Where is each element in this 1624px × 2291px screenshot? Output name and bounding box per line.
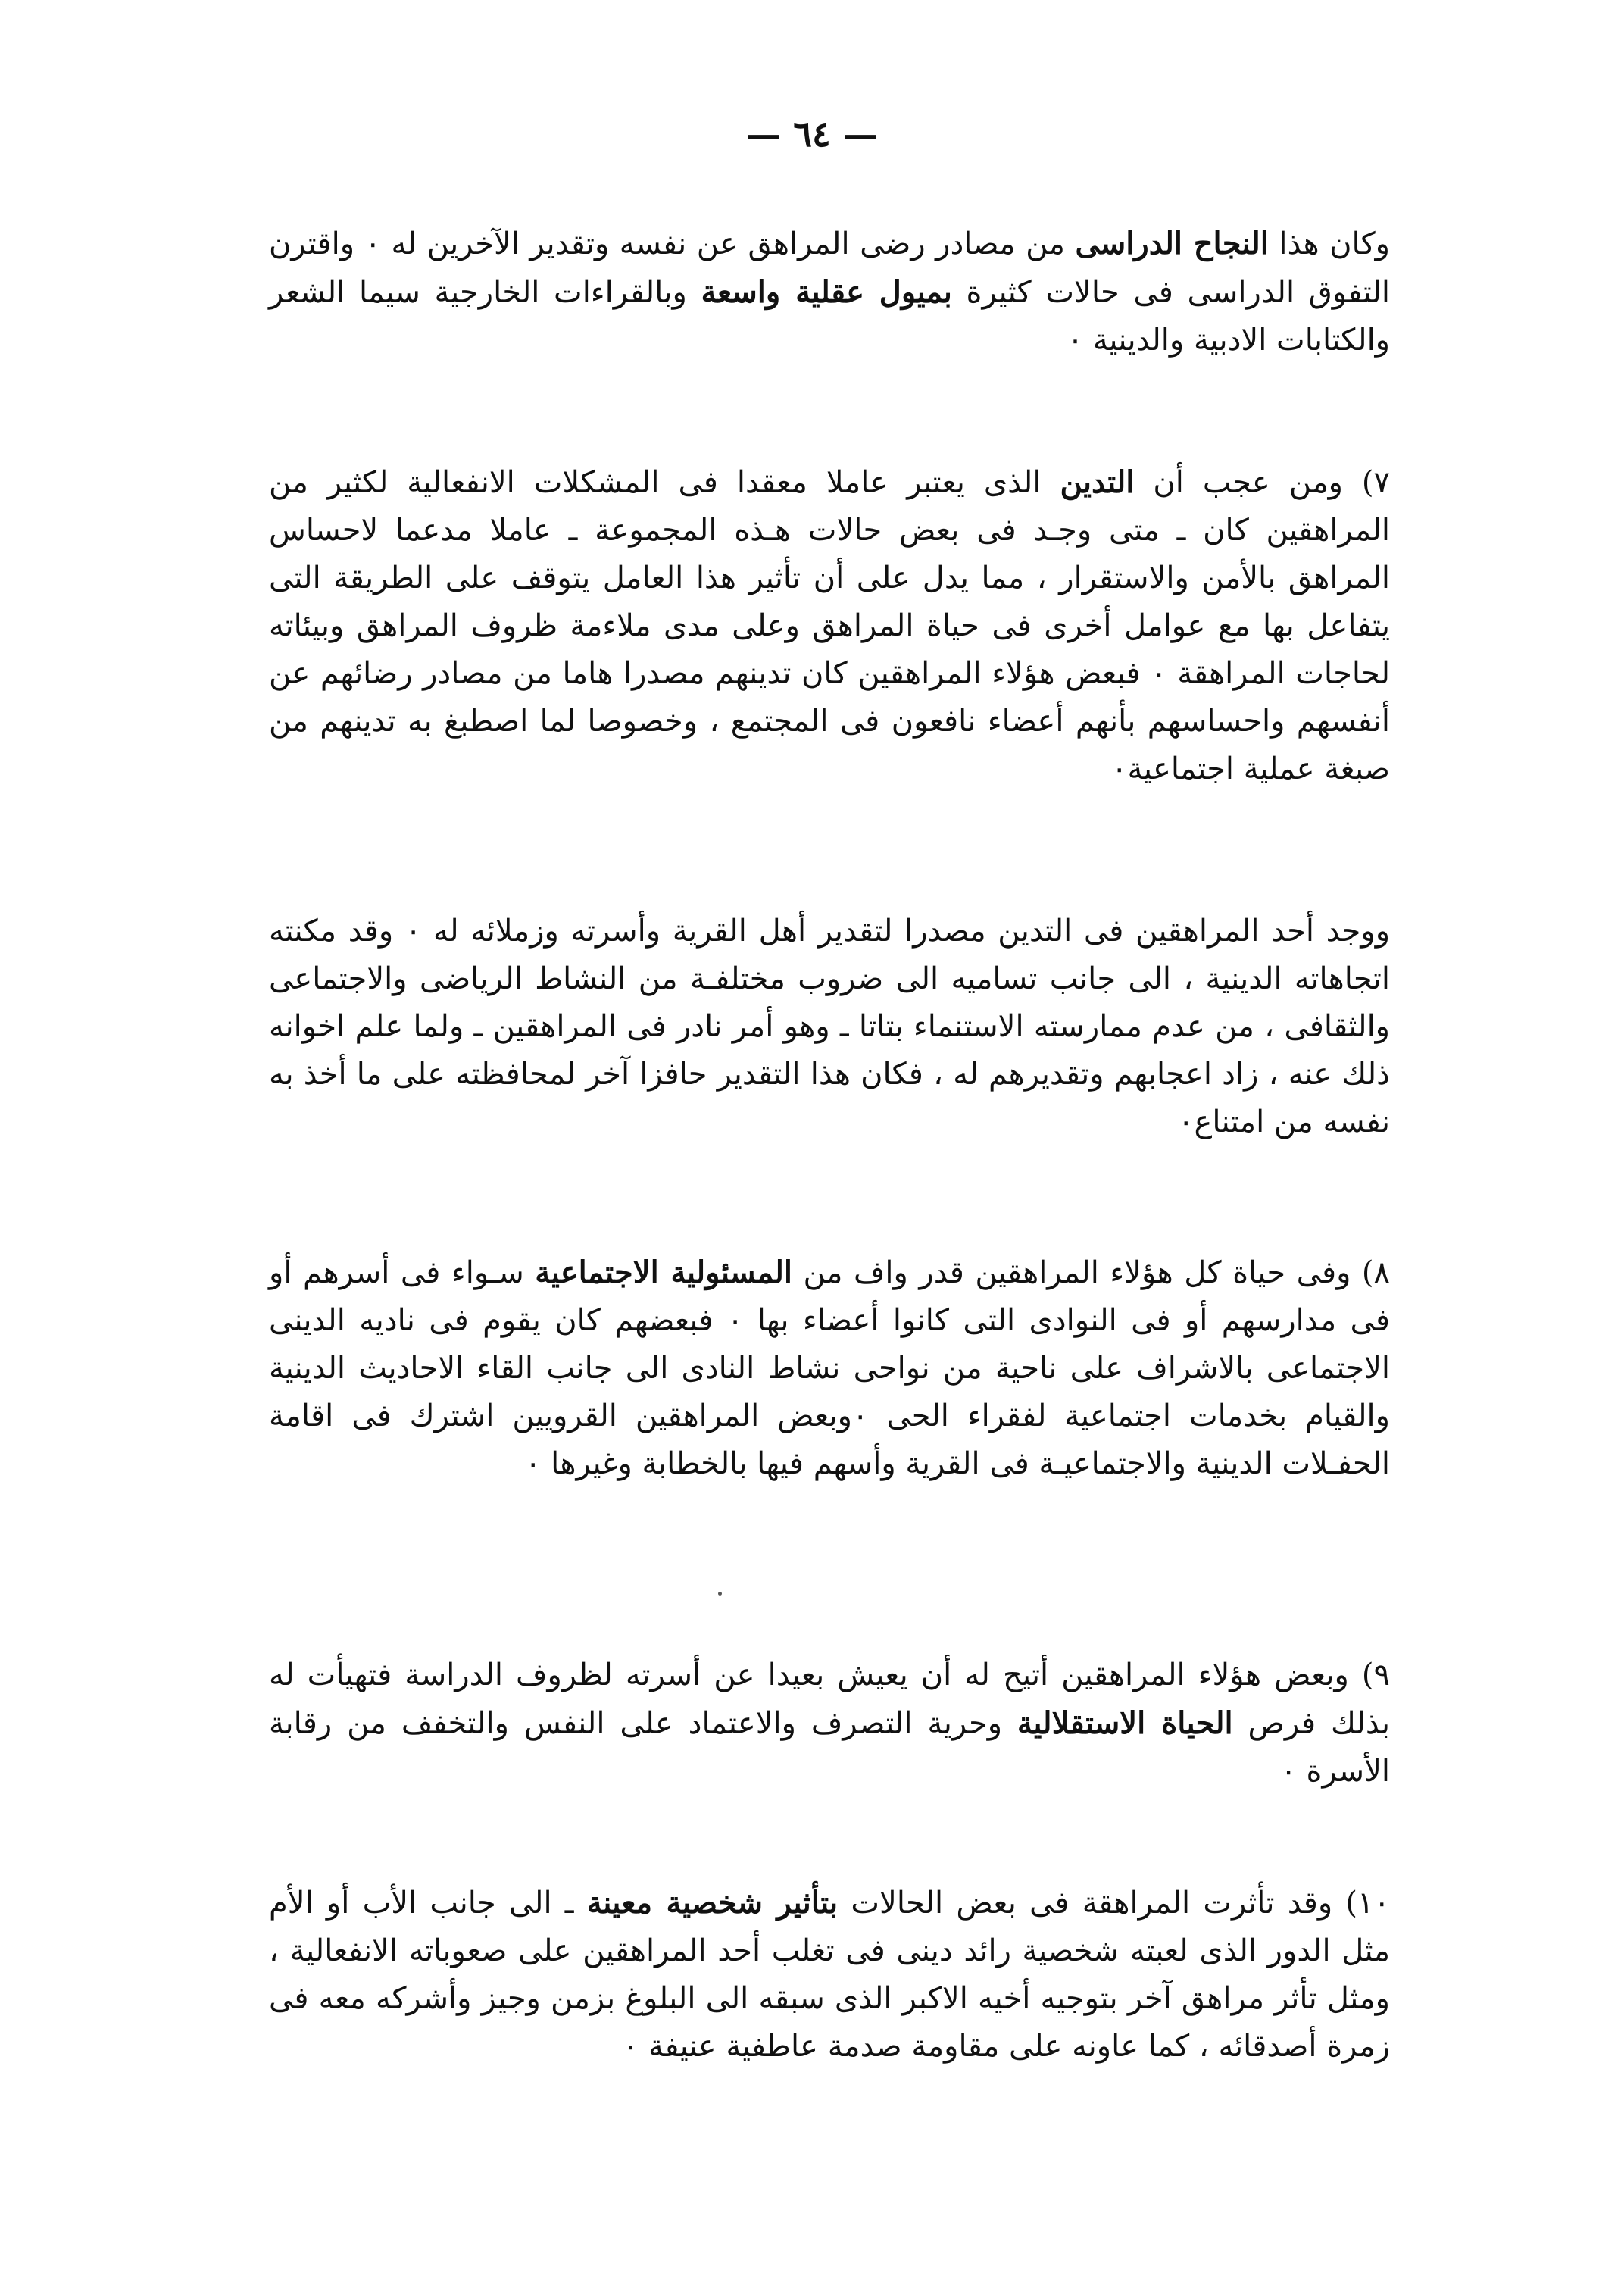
paragraph-7-text: الذى يعتبر عاملا معقدا فى المشكلات الانفعالية لكثير من المراهقين كان ـ متى وجـد فى بعض حالات هـذه المجموعة ـ عاملا مدعما لاحساس المراهق بالأمن والاستقرار ، مما يدل على أن تأثير هذا العامل يتوقف على الطريقة التى يتفاعل بها مع عوامل أخرى فى حياة المراهق وعلى مدى ملاءمة ظروف المراهق وبيئاته لحاجات المراهقة ٠ فبعض هؤلاء المراهقين كان تدينهم مصدرا هاما من مصادر رضائهم عن أنفسهم واحساسهم بأنهم أعضاء نافعون فى المجتمع ، وخصوصا لما اصطبغ به تدينهم من صبغة عملية اجتماعية٠ bbox=[269, 465, 1391, 786]
paragraph-1-text: وكان هذا bbox=[1268, 227, 1391, 261]
paragraph-10-text: ١٠) وقد تأثرت المراهقة فى بعض الحالات bbox=[838, 1886, 1390, 1921]
paragraph-1-bold-term: النجاح الدراسى bbox=[1075, 226, 1269, 261]
paragraph-9-text: ٩) وبعض هؤلاء المراهقين أتيح له أن يعيش بعيدا عن أسرته لظروف الدراسة فتهيأت له بذلك فرص bbox=[269, 1658, 1390, 1741]
paragraph-1-bold-term: بميول عقلية واسعة bbox=[701, 274, 952, 310]
paragraph-1-text: من مصادر رضى المراهق عن نفسه وتقدير الآخرين له ٠ واقترن التفوق الدراسى فى حالات كثيرة bbox=[269, 227, 1391, 310]
paragraph-1 bbox=[269, 220, 1390, 364]
paragraph-10 bbox=[269, 1879, 1390, 2071]
page-number: — ٦٤ — bbox=[746, 114, 878, 155]
paragraph-7-continued bbox=[269, 908, 1390, 1146]
paragraph-9-bold-term: الحياة الاستقلالية bbox=[1017, 1705, 1233, 1741]
paragraph-9-text: وحرية التصرف والاعتماد على النفس والتخفف من رقابة الأسرة ٠ bbox=[269, 1706, 1390, 1789]
paragraph-7-bold-term: التدين bbox=[1060, 464, 1135, 500]
ink-speck bbox=[718, 1592, 722, 1596]
paragraph-8-bold-term: المسئولية الاجتماعية bbox=[535, 1255, 792, 1290]
paragraph-10-text: ـ الى جانب الأب أو الأم مثل الدور الذى لعبته شخصية رائد دينى فى تغلب أحد المراهقين على صعوباته الانفعالية ، ومثل تأثر مراهق آخر بتوجيه أخيه الاكبر الذى سبقه الى البلوغ بزمن وجيز وأشركه معه فى زمرة أصدقائه ، كما عاونه على مقاومة صدمة عاطفية عنيفة ٠ bbox=[269, 1886, 1390, 2064]
paragraph-8 bbox=[269, 1249, 1390, 1488]
paragraph-7-continued-text: ووجد أحد المراهقين فى التدين مصدرا لتقدير أهل القرية وأسرته وزملائه له ٠ وقد مكنته اتجاهاته الدينية ، الى جانب تساميه الى ضروب مختلفـة من النشاط الرياضى والاجتماعى والثقافى ، من عدم ممارسته الاستنماء بتاتا ـ وهو أمر نادر فى المراهقين ـ ولما علم اخوانه ذلك عنه ، زاد اعجابهم وتقديرهم له ، فكان هذا التقدير حافزا آخر لمحافظته على ما أخذ به نفسه من امتناع٠ bbox=[269, 914, 1391, 1139]
paragraph-1-text: وبالقراءات الخارجية سيما الشعر والكتابات الادبية والدينية ٠ bbox=[269, 275, 1390, 358]
paragraph-7-text: ٧) ومن عجب أن bbox=[1134, 465, 1391, 500]
paragraph-8-text: سـواء فى أسرهم أو فى مدارسهم أو فى النوادى التى كانوا أعضاء بها ٠ فبعضهم كان يقوم فى ناديه الدينى الاجتماعى بالاشراف على ناحية من نواحى نشاط النادى الى جانب القاء الاحاديث الدينية والقيام بخدمات اجتماعية لفقراء الحى ٠وبعض المراهقين القرويين اشترك فى اقامة الحفـلات الدينية والاجتماعيـة فى القرية وأسهم فيها بالخطابة وغيرها ٠ bbox=[269, 1255, 1391, 1481]
paragraph-7 bbox=[269, 458, 1390, 793]
paragraph-9 bbox=[269, 1652, 1390, 1796]
paragraph-10-bold-term: بتأثير شخصية معينة bbox=[586, 1885, 839, 1921]
paragraph-8-text: ٨) وفى حياة كل هؤلاء المراهقين قدر واف من bbox=[792, 1255, 1391, 1290]
